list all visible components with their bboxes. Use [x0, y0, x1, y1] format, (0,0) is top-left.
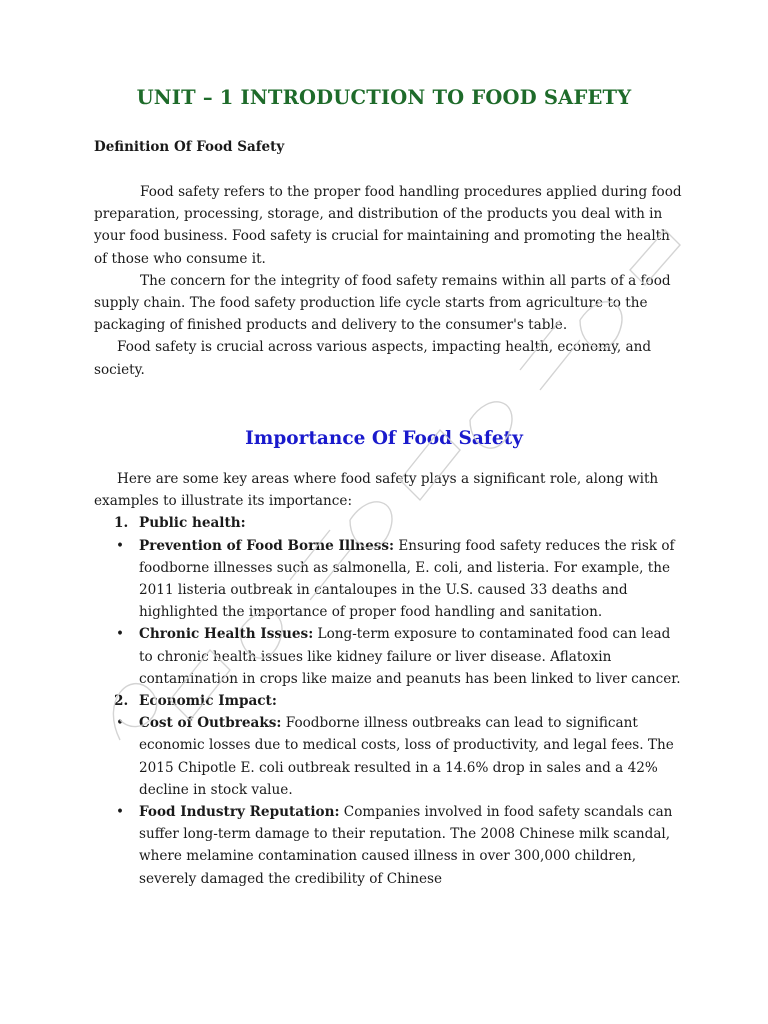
watermark	[90, 200, 690, 760]
page-title: UNIT – 1 INTRODUCTION TO FOOD SAFETY	[136, 86, 632, 109]
bullet-text: Long-term exposure to contaminated food can lead to chronic health issues like kidney failure or liver disease. Aflatoxin contamination in crops like maize and peanuts has been linked to liver cancer.	[139, 626, 681, 687]
item-number: 2.	[114, 693, 129, 710]
bullet-text: Foodborne illness outbreaks can lead to significant economic losses due to medical costs, loss of productivity, and legal fees. The 2015 Chipotle E. coli outbreak resulted in a 14.6% drop in sales and a 42% decline in stock value.	[139, 715, 674, 798]
bullet-text: Companies involved in food safety scandals can suffer long-term damage to their reputation. The 2008 Chinese milk scandal, where melamine contamination caused illness in over 300,000 children, severely damaged the credibility of Chinese	[139, 804, 673, 887]
bullet-icon: •	[116, 537, 125, 554]
definition-heading: Definition Of Food Safety	[94, 139, 285, 155]
bullet-icon: •	[116, 626, 125, 643]
bullet-term: Cost of Outbreaks:	[139, 715, 282, 732]
bullet-term: Chronic Health Issues:	[139, 626, 314, 643]
item-number: 1.	[114, 515, 129, 532]
item-label: Economic Impact:	[139, 693, 277, 710]
list-item	[94, 801, 684, 890]
bullet-term: Food Industry Reputation:	[139, 804, 340, 821]
bullet-icon: •	[116, 804, 125, 821]
paragraph: Food safety refers to the proper food handling procedures applied during food preparation, processing, storage, and distribution of the products you deal with in your food business. Food safety is crucial for maintaining and promoting the health of those who consume it.	[94, 184, 682, 267]
bullet-term: Prevention of Food Borne Illness:	[139, 537, 395, 554]
importance-intro: Here are some key areas where food safety plays a significant role, along with examples to illustrate its importance:	[94, 471, 659, 510]
bullet-icon: •	[116, 715, 125, 732]
item-label: Public health:	[139, 515, 246, 532]
paragraph: The concern for the integrity of food safety remains within all parts of a food supply chain. The food safety production life cycle starts from agriculture to the packaging of finished products and delivery to the consumer's table.	[94, 272, 671, 334]
paragraph: Food safety is crucial across various aspects, impacting health, economy, and society.	[94, 339, 652, 378]
bullet-text: Ensuring food safety reduces the risk of foodborne illnesses such as salmonella, E. coli, and listeria. For example, the 2011 listeria outbreak in cantaloupes in the U.S. caused 33 deaths and highlighted the importance of proper food handling and sanitation.	[139, 537, 675, 621]
importance-heading: Importance Of Food Safety	[245, 428, 523, 449]
